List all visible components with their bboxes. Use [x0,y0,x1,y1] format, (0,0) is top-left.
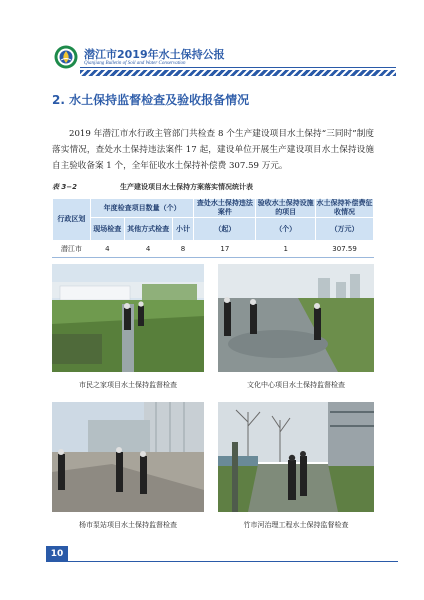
header-acceptance-unit: （个） [256,218,316,241]
header-compensation: 水土保持补偿费征收情况 [316,199,373,216]
header-inspect-count: 年度检查项目数量（个） [90,199,194,218]
photo-caption-4: 竹市河治理工程水土保持监督检查 [243,521,349,529]
bulletin-title: 潜江市2019年水土保持公报 [84,48,225,61]
cell-acceptance: 1 [256,241,316,258]
header-violations-unit: （起） [194,218,256,241]
bureau-logo-icon [54,45,78,69]
footer-rule [68,561,398,562]
cell-region: 潜江市 [53,241,91,258]
header-violations: 查处水土保持违法案件 [194,199,256,218]
table-caption [52,182,374,194]
photo-caption-3: 杨市泵站项目水土保持监督检查 [79,521,177,529]
table-number: 表 3−2 [52,183,78,191]
header-stripe [80,70,396,76]
photo-caption-1: 市民之家项目水土保持监督检查 [79,381,177,389]
cell-subtotal: 8 [172,241,194,258]
page-header [0,0,424,80]
cell-compensation: 307.59 [316,241,374,258]
bulletin-subtitle: Qianjiang Bulletin of Soil and Water Conservation [84,61,186,66]
cell-violations: 17 [194,241,256,258]
header-other: 其他方式检查 [124,218,172,241]
photo-zhushi-river [218,402,374,512]
table-title: 生产建设项目水土保持方案落实情况统计表 [120,183,253,191]
section-title: 2. 水土保持监督检查及验收报备情况 [52,93,250,107]
photo-caption-2: 文化中心项目水土保持监督检查 [247,381,345,389]
photo-shimin-zhijia [52,264,204,372]
section-paragraph: 2019 年潜江市水行政主管部门共检查 8 个生产建设项目水土保持“三同时”制度落实情况，查处水土保持违法案件 17 起，建设单位开展生产建设项目水土保持设施自主验收备案 1 个，全年征收水土保持补偿费 307.59 万元。 [52,129,374,171]
header-subtotal: 小计 [172,218,194,241]
photo-yangshi-pump-station [52,402,204,512]
cell-onsite: 4 [90,241,124,258]
header-region: 行政区划 [53,199,91,241]
cell-other: 4 [124,241,172,258]
header-compensation-unit: （万元） [316,218,374,241]
header-acceptance: 验收水土保持设施的项目 [257,199,314,216]
table-row [53,241,374,258]
page-number: 10 [46,546,68,562]
photo-wenhua-zhongxin [218,264,374,372]
header-onsite: 现场检查 [90,218,124,241]
inspection-table [52,198,374,258]
header-rule [80,67,396,68]
